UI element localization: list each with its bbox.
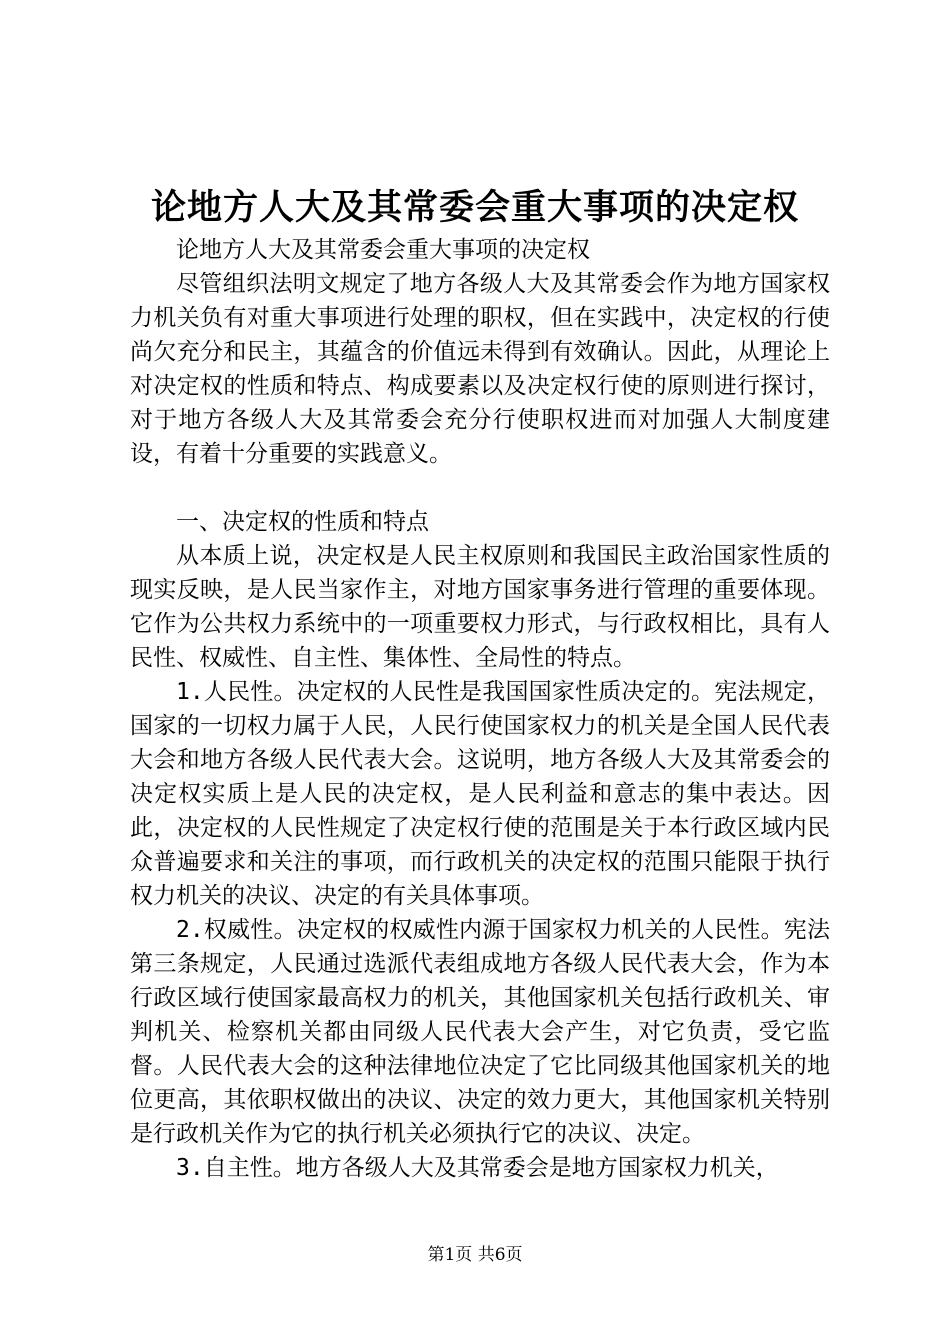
subtitle-paragraph: 论地方人大及其常委会重大事项的决定权: [176, 237, 590, 263]
body-paragraph: 2.权威性。决定权的权威性内源于国家权力机关的人民性。宪法第三条规定，人民通过选派代表组成地方各级人民代表大会，作为本行政区域行使国家最高权力的机关，其他国家机关包括行政机关、审判机关、检察机关都由同级人民代表大会产生，对它负责，受它监督。人民代表大会的这种法律地位决定了它比同级其他国家机关的地位更高，其依职权做出的决议、决定的效力更大，其他国家机关特别是行政机关作为它的执行机关必须执行它的决议、决定。: [130, 917, 830, 1147]
document-title: 论地方人大及其常委会重大事项的决定权: [150, 187, 799, 228]
body-paragraph: 1.人民性。决定权的人民性是我国国家性质决定的。宪法规定，国家的一切权力属于人民，人民行使国家权力的机关是全国人民代表大会和地方各级人民代表大会。这说明，地方各级人大及其常委会的决定权实质上是人民的决定权，是人民利益和意志的集中表达。因此，决定权的人民性规定了决定权行使的范围是关于本行政区域内民众普遍要求和关注的事项，而行政机关的决定权的范围只能限于执行权力机关的决议、决定的有关具体事项。: [130, 679, 830, 909]
intro-paragraph: 尽管组织法明文规定了地方各级人大及其常委会作为地方国家权力机关负有对重大事项进行处理的职权，但在实践中，决定权的行使尚欠充分和民主，其蕴含的价值远未得到有效确认。因此，从理论上对决定权的性质和特点、构成要素以及决定权行使的原则进行探讨，对于地方各级人大及其常委会充分行使职权进而对加强人大制度建设，有着十分重要的实践意义。: [130, 271, 830, 467]
body-paragraph: 3.自主性。地方各级人大及其常委会是地方国家权力机关，: [176, 1155, 779, 1181]
body-paragraph: 从本质上说，决定权是人民主权原则和我国民主政治国家性质的现实反映，是人民当家作主，对地方国家事务进行管理的重要体现。它作为公共权力系统中的一项重要权力形式，与行政权相比，具有人民性、权威性、自主性、集体性、全局性的特点。: [130, 543, 830, 671]
page-footer: 第1页 共6页: [427, 1245, 523, 1265]
document-body: [130, 233, 830, 1185]
section-heading: 一、决定权的性质和特点: [176, 509, 429, 535]
